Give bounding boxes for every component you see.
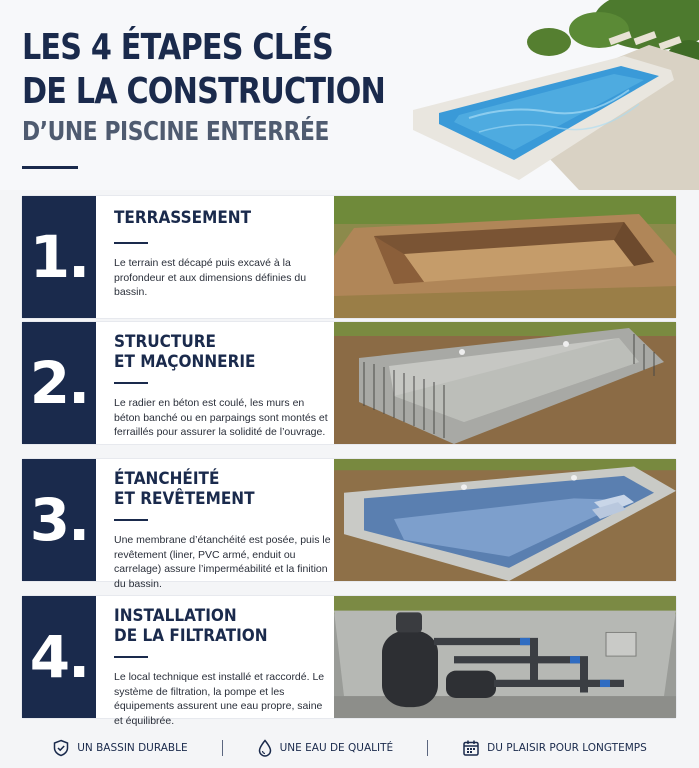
step-title-underline <box>114 382 148 384</box>
step-description: Une membrane d’étanchéité est posée, puis le revêtement (liner, PVC armé, enduit ou carrelage) assure l’imperméabilité et la finition du bassin. <box>114 534 331 590</box>
step-3 <box>22 459 676 590</box>
benefit-label: DU PLAISIR POUR LONGTEMPS <box>487 742 647 754</box>
waterproofing-liner-image <box>334 459 676 581</box>
footer-benefits <box>0 728 699 768</box>
header <box>0 0 699 190</box>
calendar-icon <box>462 739 480 757</box>
step-title-underline <box>114 519 148 521</box>
benefit-label: UN BASSIN DURABLE <box>77 742 188 754</box>
step-title-underline <box>114 242 148 244</box>
benefit-water-quality <box>257 739 394 757</box>
step-title-line-1: ÉTANCHÉITÉ <box>114 469 220 489</box>
filtration-system-image <box>334 596 676 718</box>
title-underline <box>22 166 78 169</box>
title-line-2: DE LA CONSTRUCTION <box>22 71 385 112</box>
step-title-line-2: ET MAÇONNERIE <box>114 352 256 372</box>
benefit-long-lasting <box>462 739 647 757</box>
step-4 <box>22 596 676 727</box>
step-description: Le terrain est décapé puis excavé à la profondeur et aux dimensions définies du bassin. <box>114 257 307 298</box>
masonry-structure-image <box>334 322 676 444</box>
title-line-3: D’UNE PISCINE ENTERRÉE <box>22 117 330 147</box>
step-number: 4. <box>22 596 96 718</box>
step-1 <box>22 196 676 318</box>
step-number: 1. <box>22 196 96 318</box>
excavation-image <box>334 196 676 318</box>
step-title-line-2: ET REVÊTEMENT <box>114 489 255 509</box>
step-title-line-2: DE LA FILTRATION <box>114 626 268 646</box>
step-description: Le local technique est installé et raccordé. Le système de filtration, la pompe et les équipements assurent une eau propre, saine et équilibrée. <box>114 671 325 727</box>
benefit-durable <box>52 739 187 757</box>
benefit-label: UNE EAU DE QUALITÉ <box>279 742 394 754</box>
water-drop-icon <box>257 739 273 757</box>
page-title <box>22 26 402 150</box>
footer-divider <box>222 740 223 756</box>
step-title: TERRASSEMENT <box>114 208 252 228</box>
step-description: Le radier en béton est coulé, les murs en béton banché ou en parpaings sont montés et ferraillés pour assurer la solidité de l’ouvrage. <box>114 397 328 438</box>
step-title-line-1: STRUCTURE <box>114 332 216 352</box>
hero-pool-image <box>399 0 699 190</box>
title-line-1: LES 4 ÉTAPES CLÉS <box>22 27 333 68</box>
step-number: 3. <box>22 459 96 581</box>
step-number: 2. <box>22 322 96 444</box>
footer-divider <box>427 740 428 756</box>
step-title-underline <box>114 656 148 658</box>
shield-check-icon <box>52 739 70 757</box>
step-title-line-1: INSTALLATION <box>114 606 237 626</box>
step-2 <box>22 322 676 444</box>
